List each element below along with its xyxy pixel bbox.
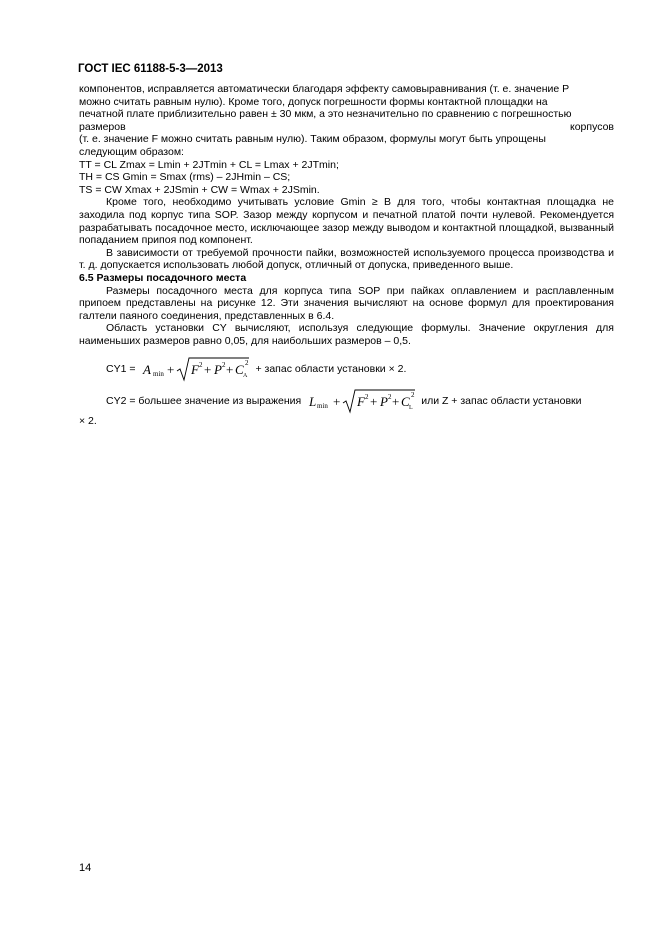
svg-text:+: + [392,394,400,410]
svg-text:A: A [243,373,248,380]
svg-text:+: + [167,362,175,378]
page-body [79,83,614,428]
svg-text:2: 2 [365,393,369,402]
svg-text:C: C [235,362,245,378]
svg-text:+: + [370,394,378,410]
paragraph-footprint: Размеры посадочного места для корпуса типа SOP при пайках оплавлением и расплавленным припоем представлены на рисунке 12. Эти значения вычисляют на основе формул для проектирования галтели паяного соединения, представленных в 6.4. [79,284,614,322]
svg-text:min: min [153,370,165,379]
svg-text:2: 2 [245,359,249,368]
equation-cy1 [106,355,614,383]
formula-t: TT = CL Zmax = Lmin + 2JTmin + CL = Lmax + 2JTmin; [79,158,339,171]
paragraph-word: корпусов [570,120,614,133]
section-heading: 6.5 Размеры посадочного места [79,271,247,284]
svg-text:P: P [380,394,389,410]
svg-text:F: F [191,362,200,378]
paragraph-tolerance: В зависимости от требуемой прочности пайки, возможностей используемого процесса производства и т. д. допускается использовать любой допуск, отличный от допуска, приведенного выше. [79,246,614,272]
paragraph-word: размеров [79,120,126,133]
equation-cy2-formula [305,387,417,415]
svg-text:L: L [309,394,317,410]
svg-text:P: P [214,362,223,378]
formula-s: TS = CW Xmax + 2JSmin + CW = Wmax + 2JSmin. [79,183,320,196]
svg-text:2: 2 [222,361,226,370]
svg-text:+: + [333,394,341,410]
svg-text:+: + [226,362,234,378]
svg-text:C: C [401,394,410,410]
paragraph-line-spread [79,121,614,134]
svg-text:+: + [204,362,212,378]
equation-cy2 [106,387,614,415]
svg-text:2: 2 [199,361,203,370]
paragraph-line: компонентов, исправляется автоматически благодаря эффекту самовыравнивания (т. е. значение P [79,83,570,95]
svg-text:2: 2 [388,393,392,402]
equation-label: CY2 = большее значение из выражения [106,395,302,408]
paragraph-line: печатной плате приблизительно равен ± 30 мкм, а это незначительно по сравнению с погрешностью [79,108,572,121]
paragraph-line: можно считать равным нулю). Кроме того, допуск погрешности формы контактной площадки на [79,95,548,108]
paragraph-line: следующим образом: [79,145,184,158]
equation-wrap: × 2. [79,415,97,428]
equation-label: CY1 = [106,363,136,376]
page-number: 14 [79,862,92,874]
formula-h: TH = CS Gmin = Smax (rms) – 2JHmin – CS; [79,171,291,184]
svg-text:L: L [409,405,413,412]
svg-text:F: F [357,394,366,410]
svg-text:min: min [317,402,329,411]
equation-cy1-formula [139,355,251,383]
svg-text:A: A [143,362,152,378]
paragraph-line: (т. е. значение F можно считать равным нулю). Таким образом, формулы могут быть упрощены [79,133,546,146]
svg-text:2: 2 [411,391,415,400]
paragraph-cy: Область установки CY вычисляют, используя следующие формулы. Значение округления для наименьших размеров равно 0,05, для наибольших размеров – 0,5. [79,322,614,347]
document-header: ГОСТ IEC 61188-5-3—2013 [78,63,223,75]
equation-tail: + запас области установки × 2. [255,363,407,376]
paragraph-gmin-condition: Кроме того, необходимо учитывать условие Gmin ≥ B для того, чтобы контактная площадка не заходила под корпус типа SOP. Зазор между корпусом и печатной платой почти нулевой. Рекомендуется разрабатывать посадочное место, исключающее зазор между выводом и контактной площадкой, вызванный попаданием припоя под компонент. [79,196,614,247]
equation-tail: или Z + запас области установки [421,395,582,408]
